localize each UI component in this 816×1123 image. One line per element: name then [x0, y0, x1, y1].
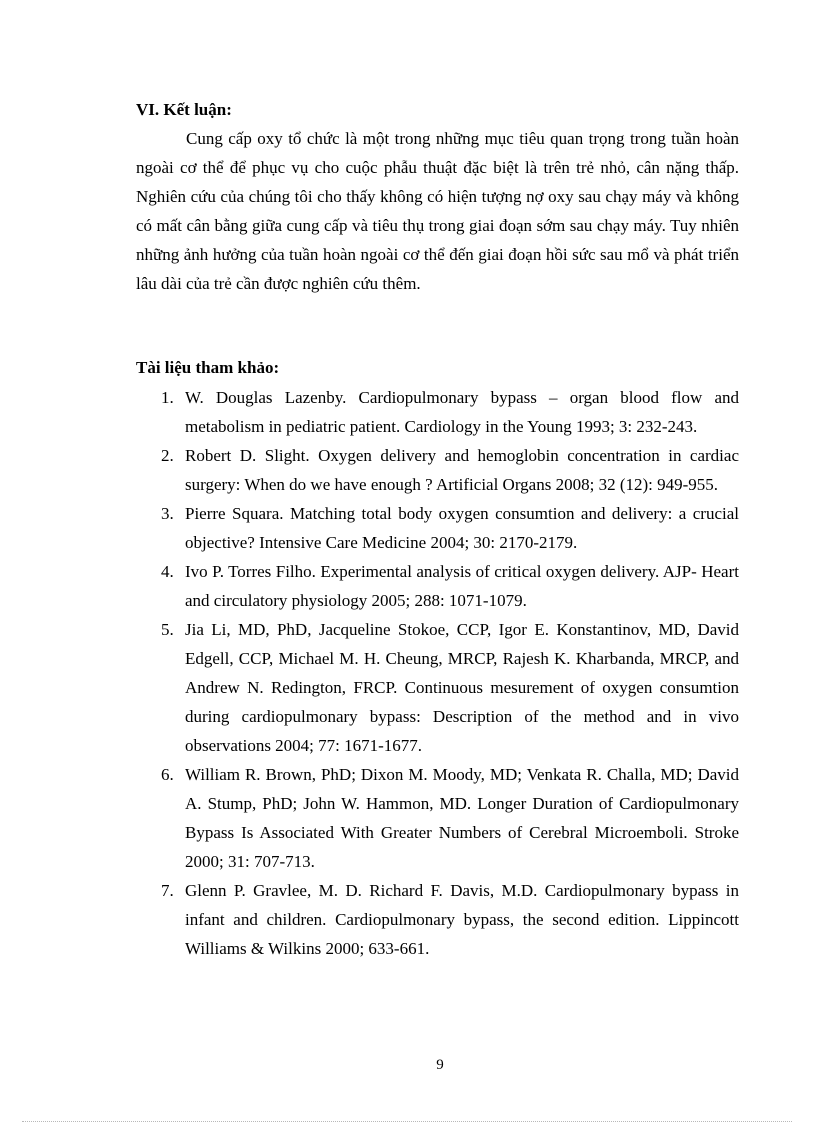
reference-item-6	[136, 760, 739, 876]
reference-text: Pierre Squara. Matching total body oxygen consumtion and delivery: a crucial objective? Intensive Care Medicine 2004; 30: 2170-2179.	[185, 504, 739, 552]
reference-item-2	[136, 441, 739, 499]
reference-text: W. Douglas Lazenby. Cardiopulmonary bypass – organ blood flow and metabolism in pediatric patient. Cardiology in the Young 1993; 3: 232-243.	[185, 388, 739, 436]
conclusion-heading: VI. Kết luận:	[136, 100, 232, 119]
reference-number: 2.	[161, 446, 174, 465]
reference-number: 6.	[161, 765, 174, 784]
references-heading: Tài liệu tham khảo:	[136, 358, 280, 377]
reference-text: Robert D. Slight. Oxygen delivery and hemoglobin concentration in cardiac surgery: When do we have enough ? Artificial Organs 2008; 32 (12): 949-955.	[185, 446, 739, 494]
reference-text: Jia Li, MD, PhD, Jacqueline Stokoe, CCP, Igor E. Konstantinov, MD, David Edgell, CCP, Michael M. H. Cheung, MRCP, Rajesh K. Kharbanda, MRCP, and Andrew N. Redington, FRCP. Continuous mesurement of oxygen consumtion during cardiopulmonary bypass: Description of the method and in vivo observations 2004; 77: 1671-1677.	[185, 620, 739, 755]
reference-text: William R. Brown, PhD; Dixon M. Moody, MD; Venkata R. Challa, MD; David A. Stump, PhD; John W. Hammon, MD. Longer Duration of Cardiopulmonary Bypass Is Associated With Greater Numbers of Cerebral Microemboli. Stroke 2000; 31: 707-713.	[185, 765, 739, 871]
reference-number: 4.	[161, 562, 174, 581]
reference-text: Ivo P. Torres Filho. Experimental analysis of critical oxygen delivery. AJP- Heart and circulatory physiology 2005; 288: 1071-1079.	[185, 562, 739, 610]
reference-list	[136, 383, 739, 963]
reference-item-5	[136, 615, 739, 760]
reference-number: 7.	[161, 881, 174, 900]
reference-number: 5.	[161, 620, 174, 639]
page-number: 9	[436, 1057, 444, 1073]
reference-item-1	[136, 383, 739, 441]
page-break-divider	[22, 1121, 792, 1122]
reference-number: 1.	[161, 388, 174, 407]
reference-text: Glenn P. Gravlee, M. D. Richard F. Davis, M.D. Cardiopulmonary bypass in infant and children. Cardiopulmonary bypass, the second edition. Lippincott Williams & Wilkins 2000; 633-661.	[185, 881, 739, 958]
reference-item-4	[136, 557, 739, 615]
reference-item-7	[136, 876, 739, 963]
reference-number: 3.	[161, 504, 174, 523]
reference-item-3	[136, 499, 739, 557]
conclusion-paragraph: Cung cấp oxy tổ chức là một trong những mục tiêu quan trọng trong tuần hoàn ngoài cơ thể để phục vụ cho cuộc phẫu thuật đặc biệt là trên trẻ nhỏ, cân nặng thấp. Nghiên cứu của chúng tôi cho thấy không có hiện tượng nợ oxy sau chạy máy và không có mất cân bằng giữa cung cấp và tiêu thụ trong giai đoạn sớm sau chạy máy. Tuy nhiên những ảnh hưởng của tuần hoàn ngoài cơ thể đến giai đoạn hồi sức sau mổ và phát triển lâu dài của trẻ cần được nghiên cứu thêm.	[136, 129, 739, 293]
